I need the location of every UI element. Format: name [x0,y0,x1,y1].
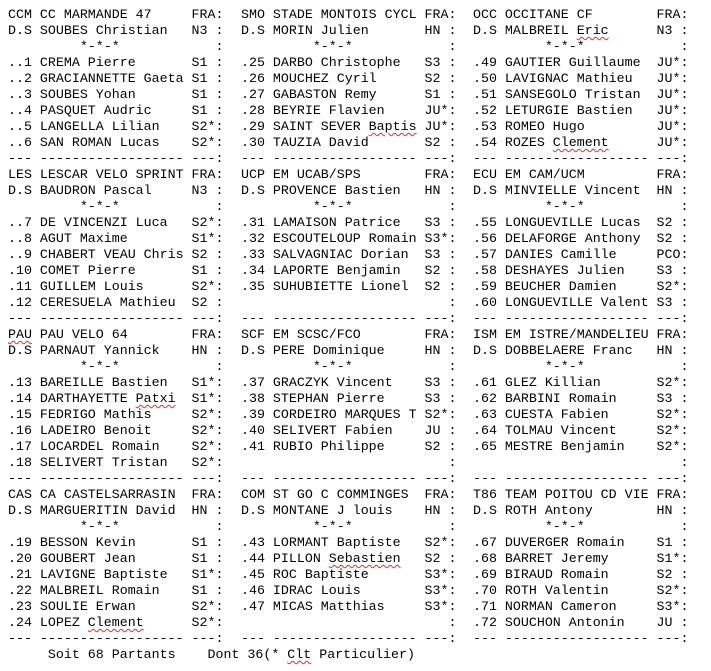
rider-row: ..4 PASQUET Audric S1 : [8,103,224,118]
team-separator: *-*-* : [8,39,224,54]
rider-row: .27 GABASTON Remy S1 : [241,87,457,102]
rider-row: .45 ROC Baptiste S3*: [241,567,457,582]
rider-row: .19 BESSON Kevin S1 : [8,535,224,550]
rider-row: .37 GRACZYK Vincent S3 : [241,375,457,390]
rider-row: : [241,455,457,470]
rider-row: .57 DANIES Camille PCO: [473,247,689,262]
rider-row: .58 DESHAYES Julien S3 : [473,263,689,278]
team-separator: *-*-* : [8,199,224,214]
rider-row: .32 ESCOUTELOUP Romain S3*: [241,231,457,246]
rider-row: .71 NORMAN Cameron S3*: [473,599,689,614]
team-header: SCF EM SCSC/FCO FRA: [241,327,457,342]
spellcheck-word: Clement [87,615,144,630]
rider-row: .29 SAINT SEVER Baptis JU*: [241,119,457,134]
block-rule: --- ------------------ ---: [241,631,457,646]
rider-row: .63 CUESTA Fabien S2*: [473,407,689,422]
rider-row: .13 BAREILLE Bastien S1*: [8,375,224,390]
team-header: ECU EM CAM/UCM FRA: [473,167,689,182]
rider-row: .10 COMET Pierre S1 : [8,263,224,278]
rider-row: .17 LOCARDEL Romain S2*: [8,439,224,454]
rider-row: .25 DARBO Christophe S3 : [241,55,457,70]
team-separator: *-*-* : [241,39,457,54]
team-separator: *-*-* : [241,359,457,374]
rider-row: .21 LAVIGNE Baptiste S1*: [8,567,224,582]
rider-row: .67 DUVERGER Romain S1 : [473,535,689,550]
team-director: D.S MINVIELLE Vincent HN : [473,183,689,198]
rider-row: .30 TAUZIA David S2 : [241,135,457,150]
rider-row: .39 CORDEIRO MARQUES T S2*: [241,407,457,422]
team-header: COM ST GO C COMMINGES FRA: [241,487,457,502]
block-rule: --- ------------------ ---: [473,311,689,326]
rider-row: .14 DARTHAYETTE Patxi S1*: [8,391,224,406]
rider-row: .34 LAPORTE Benjamin S2 : [241,263,457,278]
rider-row: .47 MICAS Matthias S3*: [241,599,457,614]
team-director: D.S ROTH Antony HN : [473,503,689,518]
team-director: D.S BAUDRON Pascal N3 : [8,183,224,198]
rider-row: .41 RUBIO Philippe S2 : [241,439,457,454]
team-director: D.S SOUBES Christian N3 : [8,23,224,38]
block-rule: --- ------------------ ---: [473,631,689,646]
team-separator: *-*-* : [8,359,224,374]
team-separator: *-*-* : [241,519,457,534]
team-separator: *-*-* : [473,39,689,54]
team-separator: *-*-* : [241,199,457,214]
rider-row: .22 MALBREIL Romain S1 : [8,583,224,598]
rider-row: ..7 DE VINCENZI Luca S2*: [8,215,224,230]
team-header: PAU PAU VELO 64 FRA: [8,327,224,342]
rider-row: : [473,455,689,470]
rider-row: .62 BARBINI Romain S3 : [473,391,689,406]
summary-footer: Soit 68 Partants Dont 36(* Clt Particulier) [8,647,415,662]
rider-row: .53 ROMEO Hugo JU*: [473,119,689,134]
rider-row: .56 DELAFORGE Anthony S2 : [473,231,689,246]
rider-row: .64 TOLMAU Vincent S2*: [473,423,689,438]
rider-row: .35 SUHUBIETTE Lionel S2 : [241,279,457,294]
rider-row: .69 BIRAUD Romain S2 : [473,567,689,582]
team-header: ISM EM ISTRE/MANDELIEU FRA: [473,327,689,342]
team-director: D.S DOBBELAERE Franc HN : [473,343,689,358]
rider-row: ..9 CHABERT VEAU Chris S2 : [8,247,224,262]
rider-row: ..2 GRACIANNETTE Gaeta S1 : [8,71,224,86]
rider-row: .18 SELIVERT Tristan S2*: [8,455,224,470]
rider-row: .46 IDRAC Louis S3*: [241,583,457,598]
rider-row: .40 SELIVERT Fabien JU : [241,423,457,438]
rider-row: .15 FEDRIGO Mathis S2*: [8,407,224,422]
block-rule: --- ------------------ ---: [8,471,224,486]
spellcheck-word: Clt [287,647,312,662]
team-separator: *-*-* : [473,199,689,214]
rider-row: .72 SOUCHON Antonin JU : [473,615,689,630]
spellcheck-word: Eric [576,23,609,38]
spellcheck-word: Clement [552,135,609,150]
block-rule: --- ------------------ ---: [241,311,457,326]
rider-row: .38 STEPHAN Pierre S3 : [241,391,457,406]
team-director: D.S MONTANE J louis HN : [241,503,457,518]
block-rule: --- ------------------ ---: [8,311,224,326]
team-director: D.S PARNAUT Yannick HN : [8,343,224,358]
rider-row: .65 MESTRE Benjamin S2*: [473,439,689,454]
team-director: D.S MARGUERITIN David HN : [8,503,224,518]
rider-row: .26 MOUCHEZ Cyril S2 : [241,71,457,86]
rider-row: .43 LORMANT Baptiste S2*: [241,535,457,550]
team-director: D.S MALBREIL Eric N3 : [473,23,689,38]
rider-row: .50 LAVIGNAC Mathieu JU*: [473,71,689,86]
rider-row: .68 BARRET Jeremy S1*: [473,551,689,566]
team-header: LES LESCAR VELO SPRINT FRA: [8,167,224,182]
team-director: D.S MORIN Julien HN : [241,23,457,38]
rider-row: .70 ROTH Valentin S2*: [473,583,689,598]
rider-row: : [241,295,457,310]
team-separator: *-*-* : [473,519,689,534]
team-header: CAS CA CASTELSARRASIN FRA: [8,487,224,502]
rider-row: .60 LONGUEVILLE Valent S3 : [473,295,689,310]
rider-row: .33 SALVAGNIAC Dorian S3 : [241,247,457,262]
rider-row: .28 BEYRIE Flavien JU*: [241,103,457,118]
team-separator: *-*-* : [8,519,224,534]
rider-row: .61 GLEZ Killian S2*: [473,375,689,390]
spellcheck-word: Patxi [135,391,176,406]
team-header: SMO STADE MONTOIS CYCL FRA: [241,7,457,22]
rider-row: .12 CERESUELA Mathieu S2 : [8,295,224,310]
rider-row: : [241,615,457,630]
rider-row: ..5 LANGELLA Lilian S2*: [8,119,224,134]
rider-row: ..1 CREMA Pierre S1 : [8,55,224,70]
rider-row: ..8 AGUT Maxime S1*: [8,231,224,246]
team-header: UCP EM UCAB/SPS FRA: [241,167,457,182]
rider-row: .54 ROZES Clement JU*: [473,135,689,150]
rider-row: .11 GUILLEM Louis S2*: [8,279,224,294]
rider-row: .31 LAMAISON Patrice S3 : [241,215,457,230]
team-director: D.S PERE Dominique HN : [241,343,457,358]
rider-row: .51 SANSEGOLO Tristan JU*: [473,87,689,102]
rider-row: .16 LADEIRO Benoit S2*: [8,423,224,438]
team-separator: *-*-* : [473,359,689,374]
rider-row: .49 GAUTIER Guillaume JU*: [473,55,689,70]
block-rule: --- ------------------ ---: [241,471,457,486]
rider-row: ..3 SOUBES Yohan S1 : [8,87,224,102]
rider-row: .59 BEUCHER Damien S2*: [473,279,689,294]
block-rule: --- ------------------ ---: [473,471,689,486]
spellcheck-word: PAU [8,327,32,342]
team-header: T86 TEAM POITOU CD VIE FRA: [473,487,689,502]
team-header: OCC OCCITANE CF FRA: [473,7,689,22]
block-rule: --- ------------------ ---: [8,631,224,646]
spellcheck-word: Sebastien [328,551,401,566]
rider-row: .52 LETURGIE Bastien JU*: [473,103,689,118]
rider-row: .55 LONGUEVILLE Lucas S2 : [473,215,689,230]
rider-row: .44 PILLON Sebastien S2 : [241,551,457,566]
block-rule: --- ------------------ ---: [473,151,689,166]
team-header: CCM CC MARMANDE 47 FRA: [8,7,224,22]
block-rule: --- ------------------ ---: [241,151,457,166]
rider-row: .20 GOUBERT Jean S1 : [8,551,224,566]
spellcheck-word: Baptis [368,119,417,134]
block-rule: --- ------------------ ---: [8,151,224,166]
rider-row: ..6 SAN ROMAN Lucas S2*: [8,135,224,150]
rider-row: .23 SOULIE Erwan S2*: [8,599,224,614]
rider-row: .24 LOPEZ Clement S2*: [8,615,224,630]
team-director: D.S PROVENCE Bastien HN : [241,183,457,198]
